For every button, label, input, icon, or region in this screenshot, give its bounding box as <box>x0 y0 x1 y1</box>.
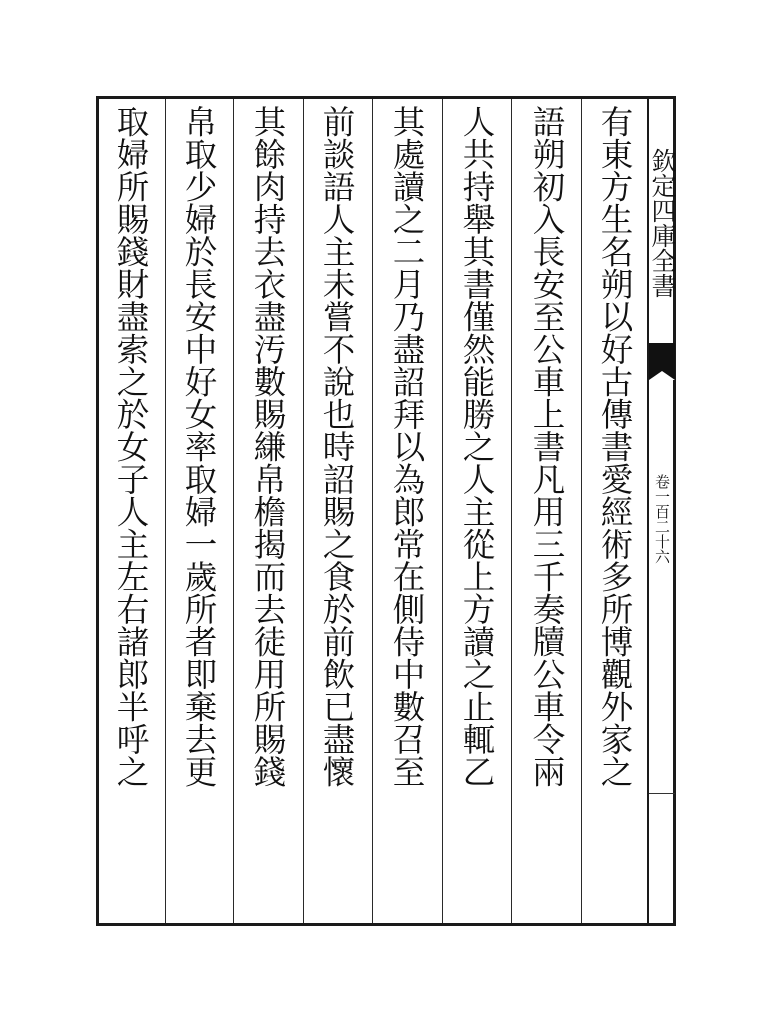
column-rule <box>372 99 373 923</box>
column-rule <box>233 99 234 923</box>
column-rule <box>165 99 166 923</box>
text-column-5: 前談語人主未嘗不說也時詔賜之食於前飲已盡懷 <box>318 105 356 788</box>
text-column-1: 有東方生名朔以好古傳書愛經術多所博觀外家之 <box>596 105 634 788</box>
column-rule <box>511 99 512 923</box>
text-column-4: 其處讀之二月乃盡詔拜以為郎常在側侍中數召至 <box>388 105 426 788</box>
fish-tail-mark <box>649 343 675 371</box>
text-column-3: 人共持舉其書僅然能勝之人主從上方讀之止輒乙 <box>458 105 496 788</box>
book-title: 欽定四庫全書 <box>648 148 677 298</box>
margin-rule <box>649 793 675 794</box>
text-column-7: 帛取少婦於長安中好女率取婦一歲所者即棄去更 <box>180 105 218 788</box>
margin-strip <box>647 99 675 923</box>
text-column-6: 其餘肉持去衣盡汚數賜縑帛檐揭而去徒用所賜錢 <box>249 105 287 788</box>
page-frame <box>96 96 676 926</box>
column-rule <box>303 99 304 923</box>
volume-label: 卷一百二十六 <box>653 474 671 564</box>
text-column-2: 語朔初入長安至公車上書凡用三千奏牘公車令兩 <box>528 105 566 788</box>
text-column-8: 取婦所賜錢財盡索之於女子人主左右諸郎半呼之 <box>112 105 150 788</box>
column-rule <box>442 99 443 923</box>
column-rule <box>581 99 582 923</box>
